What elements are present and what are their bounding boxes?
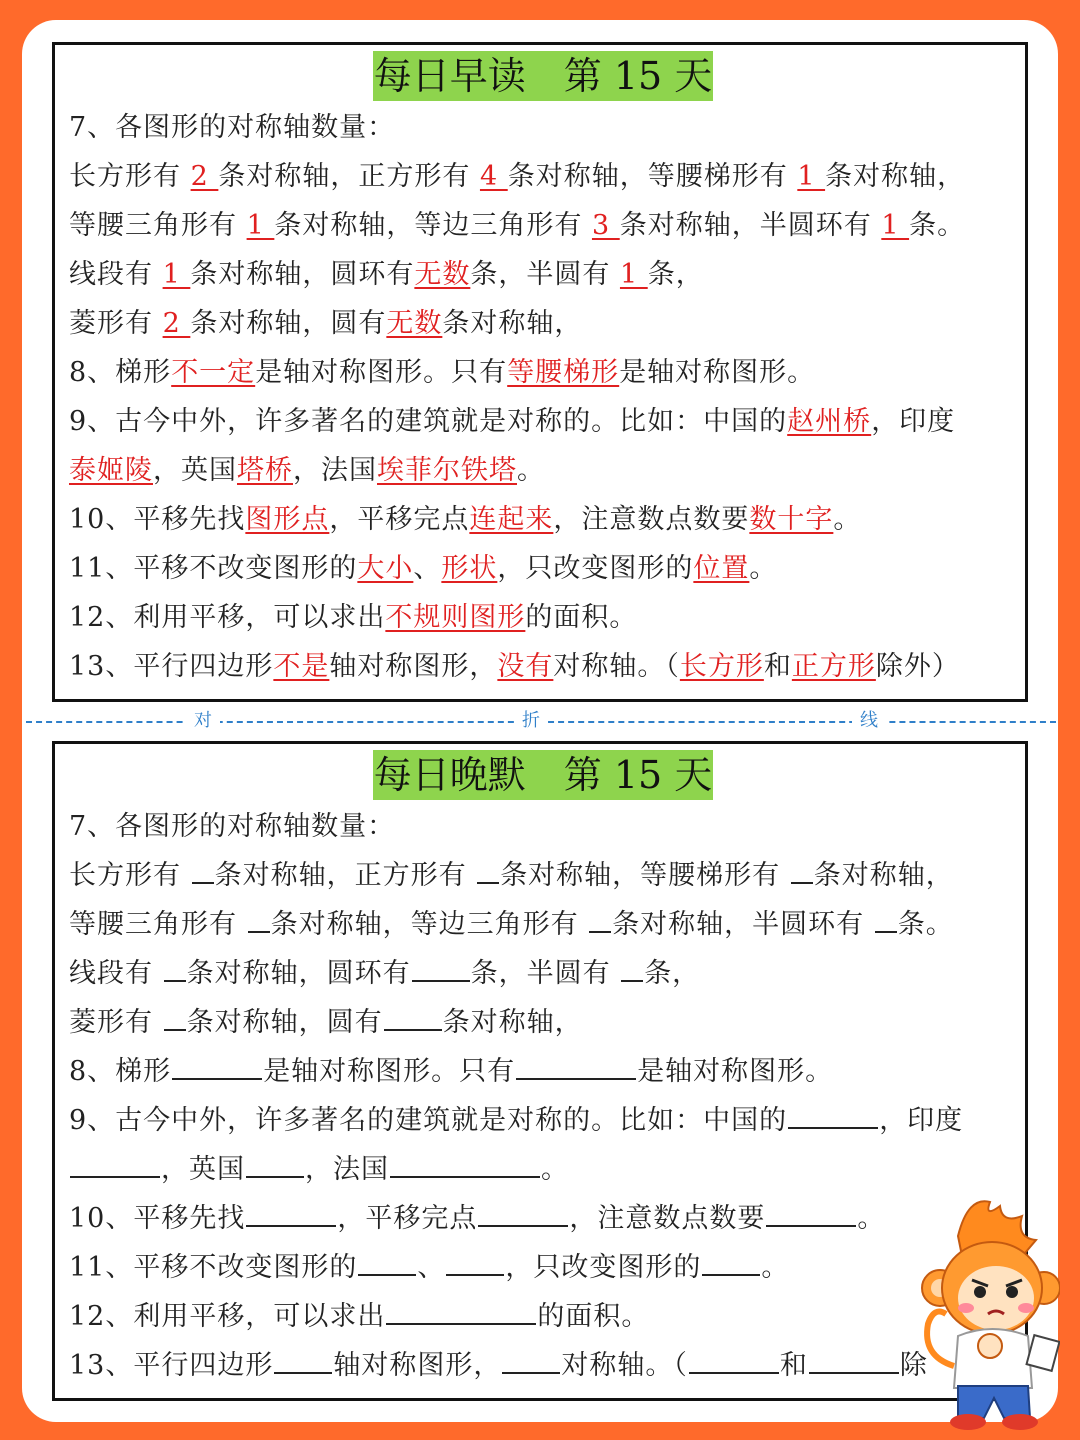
- fill-blank[interactable]: [702, 1248, 760, 1276]
- answer: 1: [881, 210, 910, 241]
- fill-blank[interactable]: [246, 1150, 304, 1178]
- answer: 图形点: [245, 504, 330, 535]
- line-7-heading: 7、各图形的对称轴数量：: [69, 112, 396, 143]
- answer: 4: [479, 161, 508, 192]
- text: 菱形有: [69, 1007, 163, 1038]
- text: ，只改变图形的: [505, 1252, 702, 1283]
- text: 、: [417, 1252, 446, 1283]
- text: 除外）: [875, 651, 960, 682]
- text: 条对称轴，等边三角形有: [274, 210, 592, 241]
- evening-dictation-panel: [52, 741, 1028, 1401]
- text: ，印度: [879, 1105, 964, 1136]
- text: 轴对称图形，: [329, 651, 498, 682]
- fill-blank[interactable]: [172, 1052, 262, 1080]
- answer: 形状: [441, 553, 498, 584]
- text: ，平移完点: [337, 1203, 478, 1234]
- line-13-parallelogram: [69, 642, 1029, 691]
- text: 条对称轴，半圆环有: [619, 210, 882, 241]
- text: 是轴对称图形。: [637, 1056, 834, 1087]
- text: 轴对称图形，: [333, 1350, 502, 1381]
- text: 12、利用平移，可以求出: [69, 1301, 386, 1332]
- line-11-translation: [69, 1243, 1029, 1292]
- fold-label-mid: 折: [514, 710, 548, 732]
- morning-reading-panel: [52, 42, 1028, 702]
- answer: 不规则图形: [385, 602, 526, 633]
- fill-blank[interactable]: [516, 1052, 636, 1080]
- fill-blank[interactable]: [384, 1003, 442, 1031]
- text: 长方形有: [69, 860, 191, 891]
- text: 9、古今中外，许多著名的建筑就是对称的。比如：中国的: [69, 1105, 788, 1136]
- answer: 不一定: [171, 357, 256, 388]
- text: 条，: [644, 958, 701, 989]
- line-segment-ring: [69, 949, 1029, 998]
- line-rhombus-circle: [69, 299, 1029, 348]
- text: ，只改变图形的: [497, 553, 694, 584]
- answer: 长方形: [679, 651, 764, 682]
- answer: 不是: [273, 651, 330, 682]
- line-12-area: [69, 593, 1029, 642]
- text: ，法国: [305, 1154, 389, 1185]
- text: 是轴对称图形。只有: [263, 1056, 516, 1087]
- fill-blank[interactable]: [386, 1297, 536, 1325]
- text: 条对称轴，正方形有: [218, 161, 480, 192]
- text: ，法国: [293, 455, 377, 486]
- answer: 1: [619, 259, 648, 290]
- text: 条对称轴，: [825, 161, 966, 192]
- line-8-trapezoid: [69, 1047, 1029, 1096]
- fill-blank[interactable]: [477, 856, 499, 884]
- answer: 正方形: [791, 651, 876, 682]
- text: 对称轴。（: [561, 1350, 688, 1381]
- text: 条对称轴，圆环有: [190, 259, 415, 290]
- answer: 没有: [497, 651, 554, 682]
- fill-blank[interactable]: [192, 856, 214, 884]
- answer: 等腰梯形: [507, 357, 620, 388]
- text: 等腰三角形有: [69, 210, 247, 241]
- text: 9、古今中外，许多著名的建筑就是对称的。比如：中国的: [69, 406, 788, 437]
- text: 长方形有: [69, 161, 191, 192]
- line-10-translation: [69, 495, 1029, 544]
- fill-blank[interactable]: [621, 954, 643, 982]
- fill-blank[interactable]: [274, 1346, 332, 1374]
- answer: 无数: [414, 259, 471, 290]
- text: 条对称轴，半圆环有: [612, 909, 874, 940]
- answer: 赵州桥: [787, 406, 872, 437]
- fill-blank[interactable]: [788, 1101, 878, 1129]
- text: 8、梯形: [69, 357, 172, 388]
- text: 的面积。: [537, 1301, 650, 1332]
- morning-title: 每日早读 第 15 天: [373, 51, 713, 101]
- line-9-buildings-cont: [69, 1145, 1029, 1194]
- text: 条对称轴，圆有: [186, 1007, 383, 1038]
- line-9-buildings: [69, 397, 1029, 446]
- text: 10、平移先找: [69, 1203, 246, 1234]
- text: 10、平移先找: [69, 504, 246, 535]
- text: 线段有: [69, 259, 163, 290]
- text: 是轴对称图形。只有: [255, 357, 508, 388]
- text: ，印度: [871, 406, 956, 437]
- text: 菱形有: [69, 308, 163, 339]
- answer: 数十字: [749, 504, 834, 535]
- text: ，平移完点: [329, 504, 470, 535]
- text: 条对称轴，圆环有: [186, 958, 411, 989]
- text: 条，半圆有: [470, 259, 620, 290]
- fill-blank[interactable]: [689, 1346, 779, 1374]
- text: 条对称轴，: [442, 1007, 583, 1038]
- fill-blank[interactable]: [164, 954, 186, 982]
- answer: 2: [162, 308, 191, 339]
- fill-blank[interactable]: [70, 1150, 160, 1178]
- text: 对称轴。（: [553, 651, 680, 682]
- answer: 1: [246, 210, 275, 241]
- answer: 塔桥: [237, 455, 293, 486]
- text: 是轴对称图形。: [619, 357, 816, 388]
- line-7-heading: 7、各图形的对称轴数量：: [69, 811, 396, 842]
- text: ，英国: [161, 1154, 245, 1185]
- fill-blank[interactable]: [589, 905, 611, 933]
- fill-blank[interactable]: [809, 1346, 899, 1374]
- answer: 大小: [357, 553, 414, 584]
- line-12-area: [69, 1292, 1029, 1341]
- text: 。: [541, 1154, 569, 1185]
- text: 。: [517, 455, 545, 486]
- text: 条对称轴，等腰梯形有: [507, 161, 798, 192]
- line-9-buildings: [69, 1096, 1029, 1145]
- text: 11、平移不改变图形的: [69, 1252, 358, 1283]
- fill-blank[interactable]: [412, 954, 470, 982]
- answer: 埃菲尔铁塔: [377, 455, 517, 486]
- answer: 2: [190, 161, 219, 192]
- fill-blank[interactable]: [358, 1248, 416, 1276]
- fill-blank[interactable]: [875, 905, 897, 933]
- text: 条对称轴，正方形有: [214, 860, 477, 891]
- text: 13、平行四边形: [69, 1350, 274, 1381]
- text: 等腰三角形有: [69, 909, 247, 940]
- evening-title: 每日晚默 第 15 天: [373, 750, 713, 800]
- fill-blank[interactable]: [766, 1199, 856, 1227]
- text: ，注意数点数要: [553, 504, 750, 535]
- line-11-translation: [69, 544, 1029, 593]
- fill-blank[interactable]: [246, 1199, 336, 1227]
- line-rect-square-trapezoid: [69, 152, 1029, 201]
- text: 条对称轴，: [442, 308, 583, 339]
- text: ，英国: [153, 455, 237, 486]
- text: 条对称轴，等边三角形有: [270, 909, 589, 940]
- text: 条，: [647, 259, 704, 290]
- text: 12、利用平移，可以求出: [69, 602, 386, 633]
- line-rect-square-trapezoid: [69, 851, 1029, 900]
- line-9-buildings-cont: [69, 446, 1029, 495]
- text: 和: [763, 651, 792, 682]
- text: 和: [779, 1350, 808, 1381]
- text: 条对称轴，圆有: [190, 308, 387, 339]
- line-triangles: [69, 201, 1029, 250]
- fold-label-right: 线: [852, 710, 886, 732]
- fold-label-left: 对: [186, 710, 220, 732]
- text: 条。: [897, 909, 954, 940]
- answer: 1: [797, 161, 826, 192]
- answer: 3: [591, 210, 620, 241]
- fill-blank[interactable]: [446, 1248, 504, 1276]
- fill-blank[interactable]: [164, 1003, 186, 1031]
- text: 。: [749, 553, 778, 584]
- answer: 连起来: [469, 504, 554, 535]
- line-13-parallelogram: [69, 1341, 1029, 1390]
- line-10-translation: [69, 1194, 1029, 1243]
- text: 线段有: [69, 958, 163, 989]
- text: 。: [857, 1203, 886, 1234]
- text: 条对称轴，: [813, 860, 954, 891]
- answer: 位置: [693, 553, 750, 584]
- fill-blank[interactable]: [390, 1150, 540, 1178]
- answer: 无数: [386, 308, 443, 339]
- text: 。: [761, 1252, 790, 1283]
- text: 条对称轴，等腰梯形有: [500, 860, 790, 891]
- text: 11、平移不改变图形的: [69, 553, 358, 584]
- answer: 1: [162, 259, 191, 290]
- text: 除: [899, 1350, 928, 1381]
- text: 13、平行四边形: [69, 651, 274, 682]
- text: 条，半圆有: [470, 958, 621, 989]
- text: 。: [833, 504, 862, 535]
- answer: 泰姬陵: [69, 455, 153, 486]
- line-segment-ring: [69, 250, 1029, 299]
- text: 的面积。: [525, 602, 638, 633]
- text: 8、梯形: [69, 1056, 172, 1087]
- line-rhombus-circle: [69, 998, 1029, 1047]
- fill-blank[interactable]: [791, 856, 813, 884]
- line-triangles: [69, 900, 1029, 949]
- text: ，注意数点数要: [569, 1203, 766, 1234]
- monkey-mascot-icon: [918, 1196, 1060, 1432]
- line-8-trapezoid: [69, 348, 1029, 397]
- text: 、: [413, 553, 442, 584]
- fill-blank[interactable]: [478, 1199, 568, 1227]
- fill-blank[interactable]: [248, 905, 270, 933]
- fill-blank[interactable]: [502, 1346, 560, 1374]
- text: 条。: [909, 210, 966, 241]
